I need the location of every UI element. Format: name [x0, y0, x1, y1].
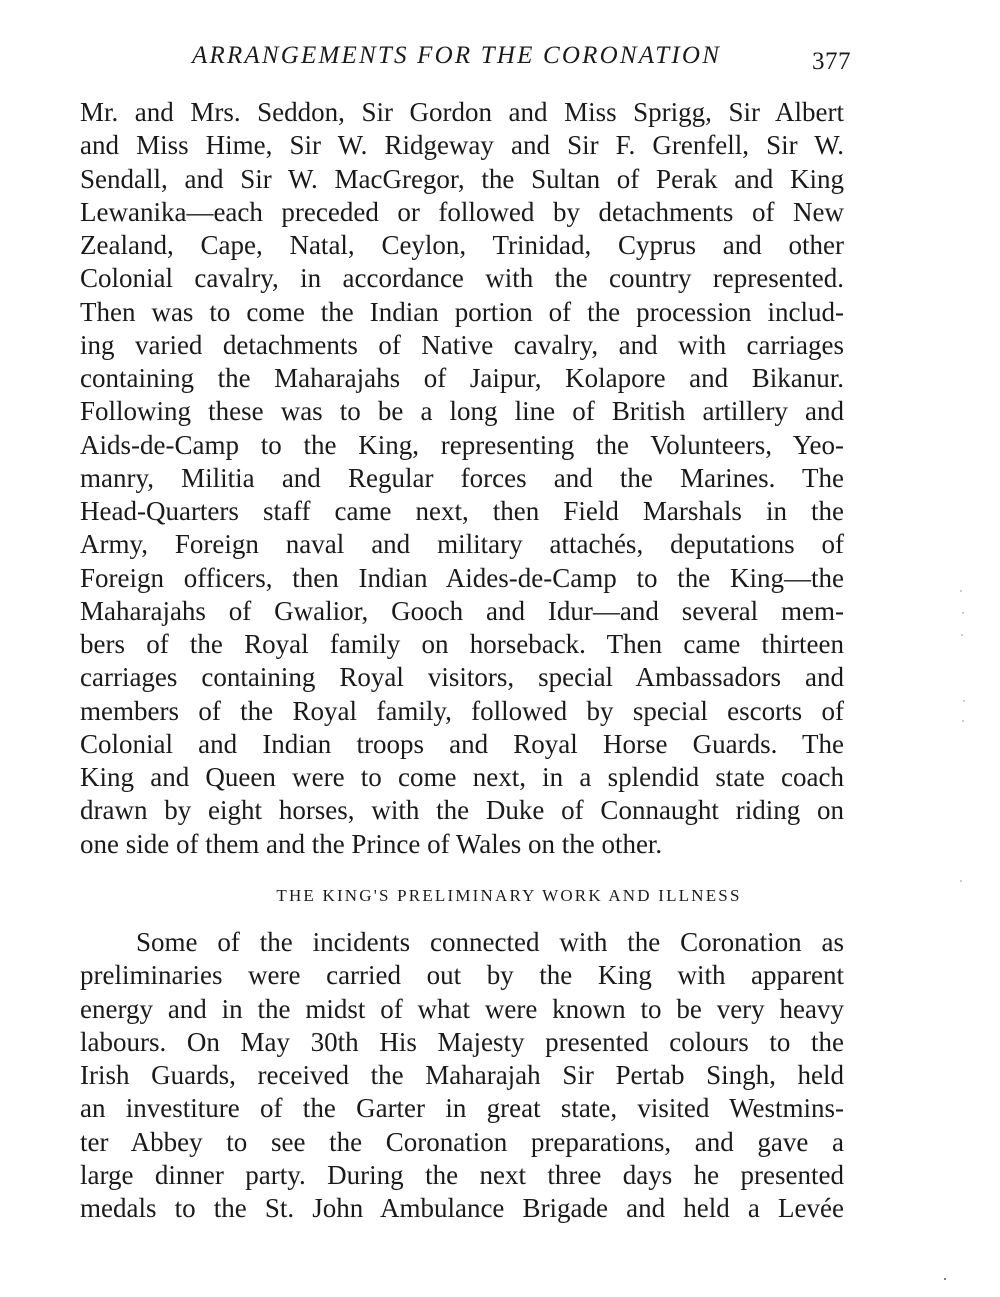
text-line: energy and in the midst of what were known to be very heavy — [80, 993, 844, 1024]
scan-speck — [961, 634, 963, 636]
text-line: and Miss Hime, Sir W. Ridgeway and Sir F. Grenfell, Sir W. — [80, 130, 844, 161]
scan-speck — [962, 720, 964, 722]
text-line: Then was to come the Indian portion of the procession includ- — [80, 296, 844, 327]
text-line: Army, Foreign naval and military attachés, deputations of — [80, 529, 844, 560]
text-line: Some of the incidents connected with the Coronation as — [136, 927, 844, 957]
text-line: Sendall, and Sir W. MacGregor, the Sultan of Perak and King — [80, 163, 844, 194]
text-line: Lewanika—each preceded or followed by detachments of New — [80, 196, 844, 227]
scan-speck — [960, 590, 962, 592]
text-line: medals to the St. John Ambulance Brigade and held a Levée — [80, 1193, 844, 1223]
text-line: Maharajahs of Gwalior, Gooch and Idur—and several mem- — [80, 595, 844, 626]
text-line: Zealand, Cape, Natal, Ceylon, Trinidad, Cyprus and other — [80, 230, 844, 260]
scan-speck — [960, 880, 962, 882]
running-title: ARRANGEMENTS FOR THE CORONATION — [192, 42, 722, 69]
text-line: large dinner party. During the next three days he presented — [80, 1159, 844, 1190]
text-line: Following these was to be a long line of British artillery and — [80, 396, 844, 427]
text-line: ter Abbey to see the Coronation preparations, and gave a — [80, 1126, 844, 1157]
text-line: ing varied detachments of Native cavalry, and with carriages — [80, 329, 844, 360]
text-line: carriages containing Royal visitors, special Ambassadors and — [80, 662, 844, 693]
text-line: Head-Quarters staff came next, then Field Marshals in the — [80, 496, 844, 526]
scan-speck — [963, 700, 965, 702]
scan-speck — [962, 612, 964, 614]
text-line: preliminaries were carried out by the King with apparent — [80, 960, 844, 991]
text-line: bers of the Royal family on horseback. Then came thirteen — [80, 629, 844, 659]
section-heading: THE KING'S PRELIMINARY WORK AND ILLNESS — [276, 886, 742, 905]
page-number: 377 — [812, 48, 851, 75]
text-line: Foreign officers, then Indian Aides-de-Camp to the King—the — [80, 562, 844, 593]
running-head — [0, 42, 1000, 82]
text-line: Colonial and Indian troops and Royal Horse Guards. The — [80, 728, 844, 759]
text-line: an investiture of the Garter in great state, visited Westmins- — [80, 1093, 844, 1124]
text-line: members of the Royal family, followed by special escorts of — [80, 695, 844, 726]
text-line: King and Queen were to come next, in a splendid state coach — [80, 762, 844, 792]
text-line: containing the Maharajahs of Jaipur, Kolapore and Bikanur. — [80, 363, 844, 393]
text-line: labours. On May 30th His Majesty presented colours to the — [80, 1026, 844, 1057]
text-line: Irish Guards, received the Maharajah Sir Pertab Singh, held — [80, 1060, 844, 1090]
text-line: Aids-de-Camp to the King, representing the Volunteers, Yeo- — [80, 429, 844, 460]
text-line: Mr. and Mrs. Seddon, Sir Gordon and Miss Sprigg, Sir Albert — [80, 97, 844, 127]
text-line: drawn by eight horses, with the Duke of Connaught riding on — [80, 795, 844, 826]
text-line: Colonial cavalry, in accordance with the country represented. — [80, 263, 844, 294]
text-line: manry, Militia and Regular forces and the Marines. The — [80, 462, 844, 493]
paragraph-preliminaries — [80, 926, 844, 1225]
scan-speck — [944, 1278, 946, 1280]
paragraph-procession — [80, 96, 844, 861]
text-line: one side of them and the Prince of Wales on the other. — [80, 828, 663, 859]
